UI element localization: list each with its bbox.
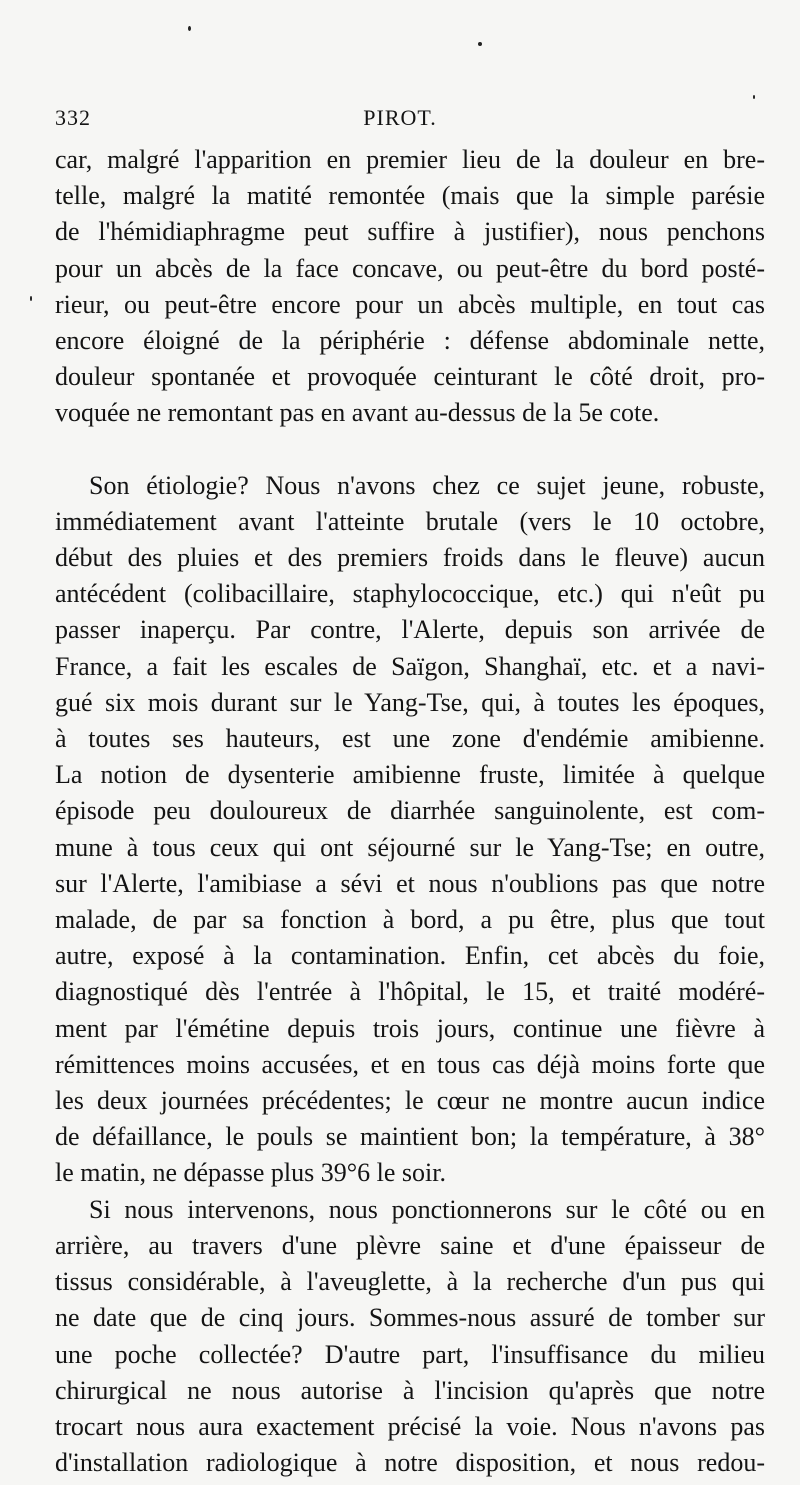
paragraph-gap [55,432,765,468]
text-line: immédiatement avant l'atteinte brutale (vers le 10 octobre, [55,506,765,536]
text-line: trocart nous aura exactement précisé la voie. Nous n'avons pas [55,1411,765,1441]
body-text [55,142,765,1481]
text-line: de l'hémidiaphragme peut suffire à justifier), nous penchons [55,217,765,247]
page-number: 332 [55,105,91,130]
text-line: d'installation radiologique à notre disposition, et nous redou- [55,1448,765,1478]
ink-speck [753,95,755,99]
text-line: Son étiologie? Nous n'avons chez ce sujet jeune, robuste, [89,470,765,500]
text-line: rieur, ou peut-être encore pour un abcès multiple, en tout cas [55,289,765,319]
text-line: passer inaperçu. Par contre, l'Alerte, depuis son arrivée de [55,615,765,645]
text-line: France, a fait les escales de Saïgon, Shanghaï, etc. et a navi- [55,651,765,681]
text-line: chirurgical ne nous autorise à l'incision qu'après que notre [55,1375,765,1405]
text-line: tissus considérable, à l'aveuglette, à la recherche d'un pus qui [55,1267,765,1297]
text-line: début des pluies et des premiers froids dans le fleuve) aucun [55,543,765,573]
text-line: arrière, au travers d'une plèvre saine et d'une épaisseur de [55,1230,765,1260]
ink-speck [30,296,32,301]
text-line: Si nous intervenons, nous ponctionnerons sur le côté ou en [89,1194,765,1224]
text-line: de défaillance, le pouls se maintient bon; la température, à 38° [55,1122,765,1152]
text-line: ment par l'émétine depuis trois jours, continue une fièvre à [55,1013,765,1043]
text-line: car, malgré l'apparition en premier lieu de la douleur en bre- [55,145,765,174]
text-line: sur l'Alerte, l'amibiase a sévi et nous n'oublions pas que notre [55,868,765,898]
text-line: antécédent (colibacillaire, staphylococcique, etc.) qui n'eût pu [55,579,765,609]
ink-speck [188,26,191,31]
paragraph [55,468,765,1192]
page-header [55,105,745,135]
text-line: douleur spontanée et provoquée ceinturant le côté droit, pro- [55,362,765,392]
text-line: le matin, ne dépasse plus 39°6 le soir. [55,1158,446,1188]
text-line: voquée ne remontant pas en avant au-dessus de la 5e cote. [55,398,660,428]
text-line: à toutes ses hauteurs, est une zone d'endémie amibienne. [55,724,765,754]
text-line: les deux journées précédentes; le cœur ne montre aucun indice [55,1086,765,1116]
text-line: diagnostiqué dès l'entrée à l'hôpital, le 15, et traité modéré- [55,977,765,1007]
text-line: telle, malgré la matité remontée (mais que la simple parésie [55,181,765,211]
text-line: mune à tous ceux qui ont séjourné sur le Yang-Tse; en outre, [55,832,765,862]
paragraph [55,142,765,432]
text-line: rémittences moins accusées, et en tous cas déjà moins forte que [55,1049,765,1079]
text-line: gué six mois durant sur le Yang-Tse, qui, à toutes les époques, [55,687,765,717]
text-line: La notion de dysenterie amibienne fruste, limitée à quelque [55,760,765,790]
ink-speck [478,42,482,46]
text-line: ne date que de cinq jours. Sommes-nous assuré de tomber sur [55,1303,765,1333]
paragraph [55,1192,765,1482]
text-line: malade, de par sa fonction à bord, a pu être, plus que tout [55,905,765,935]
text-line: autre, exposé à la contamination. Enfin, cet abcès du foie, [55,941,765,971]
text-line: encore éloigné de la périphérie : défense abdominale nette, [55,326,765,356]
running-head: PIROT. [363,105,437,130]
text-line: une poche collectée? D'autre part, l'insuffisance du milieu [55,1339,765,1369]
text-line: pour un abcès de la face concave, ou peut-être du bord posté- [55,253,765,283]
text-line: épisode peu douloureux de diarrhée sanguinolente, est com- [55,796,765,826]
